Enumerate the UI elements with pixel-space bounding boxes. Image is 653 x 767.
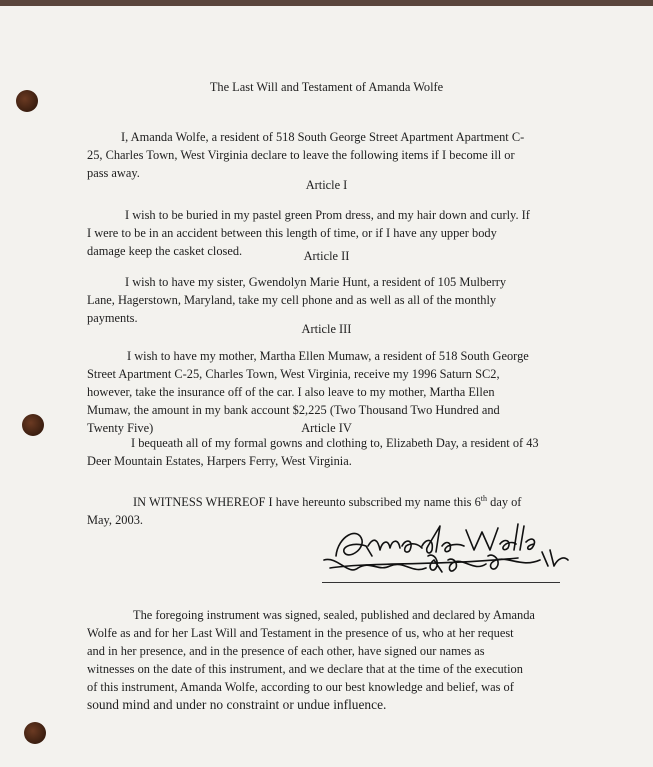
attestation-line: and in her presence, and in the presence of each other, have signed our names as bbox=[87, 644, 485, 658]
attestation-line: Wolfe as and for her Last Will and Testament in the presence of us, who at her request bbox=[87, 626, 514, 640]
article-line: however, take the insurance off of the car. I also leave to my mother, Martha Ellen bbox=[87, 385, 495, 399]
attestation-line: sound mind and under no constraint or undue influence. bbox=[87, 697, 387, 712]
article-line: Lane, Hagerstown, Maryland, take my cell phone and as well as all of the monthly bbox=[87, 293, 497, 307]
article-line: Street Apartment C-25, Charles Town, West Virginia, receive my 1996 Saturn SC2, bbox=[87, 367, 500, 381]
article-line: I were to be in an accident between this length of time, or if I have any upper body bbox=[87, 226, 497, 240]
witness-text-end: day of bbox=[487, 495, 522, 510]
article-line: damage keep the casket closed. bbox=[87, 244, 243, 258]
intro-line: 25, Charles Town, West Virginia declare to leave the following items if I become ill or bbox=[87, 148, 515, 162]
article-1-heading: Article I bbox=[305, 178, 348, 192]
witness-line-2: May, 2003. bbox=[87, 513, 143, 528]
intro-line: pass away. bbox=[87, 166, 140, 180]
article-line: payments. bbox=[87, 311, 138, 325]
signature-line bbox=[322, 582, 560, 583]
attestation-line: The foregoing instrument was signed, sealed, published and declared by Amanda bbox=[133, 608, 535, 622]
article-3-heading: Article III bbox=[301, 322, 352, 336]
will-document-page bbox=[0, 6, 653, 767]
article-line: I wish to have my sister, Gwendolyn Marie Hunt, a resident of 105 Mulberry bbox=[125, 275, 507, 289]
article-line: I bequeath all of my formal gowns and clothing to, Elizabeth Day, a resident of 43 bbox=[131, 436, 539, 450]
article-line: Deer Mountain Estates, Harpers Ferry, West Virginia. bbox=[87, 454, 352, 468]
article-line: Mumaw, the amount in my bank account $2,225 (Two Thousand Two Hundred and bbox=[87, 403, 500, 417]
attestation-line: of this instrument, Amanda Wolfe, according to our best knowledge and belief, was of bbox=[87, 680, 514, 694]
witness-text: IN WITNESS WHEREOF I have hereunto subscribed my name this 6 bbox=[133, 495, 481, 510]
handwritten-signature bbox=[318, 516, 573, 584]
article-line: I wish to be buried in my pastel green Prom dress, and my hair down and curly. If bbox=[125, 208, 530, 222]
article-4-paragraph bbox=[87, 434, 557, 470]
article-2-paragraph bbox=[87, 273, 557, 327]
article-2-heading: Article II bbox=[303, 249, 350, 263]
binder-hole-bottom bbox=[24, 722, 46, 744]
article-line: Twenty Five) bbox=[87, 421, 154, 435]
attestation-line: witnesses on the date of this instrument, and we declare that at the time of the execution bbox=[87, 662, 523, 676]
document-title: The Last Will and Testament of Amanda Wolfe bbox=[209, 80, 444, 94]
article-4-heading: Article IV bbox=[301, 421, 352, 435]
intro-paragraph bbox=[87, 128, 557, 182]
ordinal-suffix: th bbox=[480, 494, 488, 503]
witness-line-1 bbox=[87, 490, 557, 511]
intro-line: I, Amanda Wolfe, a resident of 518 South George Street Apartment Apartment C- bbox=[121, 130, 525, 144]
article-line: I wish to have my mother, Martha Ellen Mumaw, a resident of 518 South George bbox=[127, 349, 529, 363]
attestation-clause bbox=[87, 606, 557, 714]
